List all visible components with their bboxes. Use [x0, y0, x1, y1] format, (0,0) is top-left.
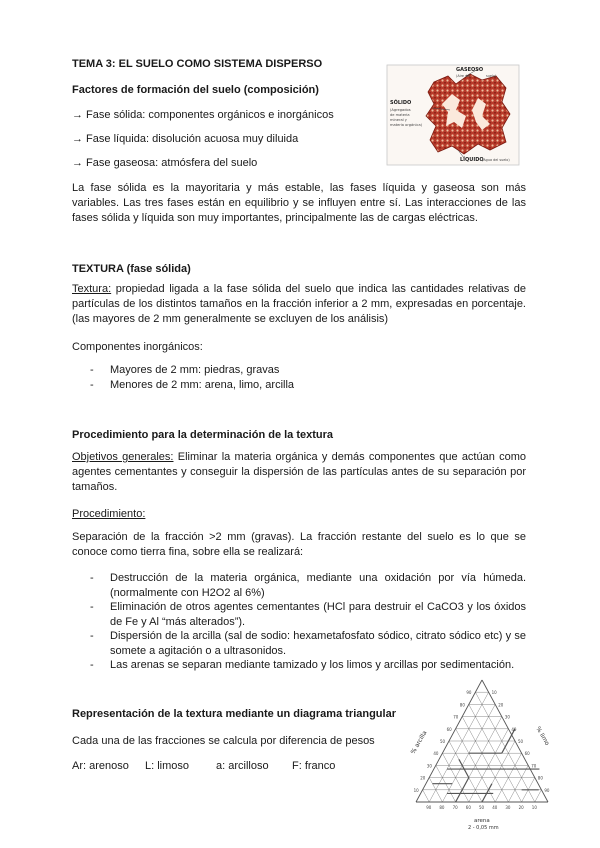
factors-heading: Factores de formación del suelo (composición) [72, 84, 319, 96]
tick-label-bottom: 50 [479, 805, 485, 810]
tick-label-left: 40 [433, 751, 439, 757]
objetivos-term: Objetivos generales: [72, 451, 174, 463]
tick-label-bottom: 10 [531, 805, 537, 810]
representacion-heading: Representación de la textura mediante un diagrama triangular [72, 708, 396, 720]
tick-label-left: 30 [426, 763, 432, 769]
tick-label-left: 90 [466, 690, 472, 696]
legend-limoso: L: limoso [145, 760, 190, 772]
tick-label-right: 30 [504, 714, 510, 720]
representacion-line: Cada una de las fracciones se calcula por diferencia de pesos [72, 735, 375, 747]
list-item: - Menores de 2 mm: arena, limo, arcilla [90, 378, 526, 393]
soil-phases-figure [386, 64, 520, 166]
tick-label-left: 70 [453, 714, 459, 720]
factor-item-gas: → Fase gaseosa: atmósfera del suelo [72, 157, 258, 169]
grid-line [535, 790, 542, 802]
label-solid-sub-3: materia orgánica) [390, 123, 423, 127]
tick-label-right: 60 [524, 751, 530, 757]
components-label: Componentes inorgánicos: [72, 341, 203, 353]
procedimiento-term: Procedimiento: [72, 508, 146, 520]
tick-label-right: 70 [531, 763, 537, 769]
procedimiento-text: Separación de la fracción >2 mm (gravas). La fracción restante del suelo es lo que se conoce como tierra fina, sobre ella se realizará: [72, 531, 526, 558]
factor-item-liquid: → Fase líquida: disolución acuosa muy diluida [72, 133, 299, 145]
grid-line [508, 765, 528, 802]
label-gas: GASEOSO [456, 67, 484, 73]
tick-label-right: 10 [491, 690, 497, 696]
tick-label-bottom: 30 [505, 805, 511, 810]
label-liquid: LÍQUIDO [460, 157, 484, 163]
components-list [90, 363, 526, 392]
axis-bottom-label: arena [474, 818, 490, 824]
label-solid-sub-0: (Agregados [390, 108, 411, 112]
factors-paragraph: La fase sólida es la mayoritaria y más estable, las fases líquida y gaseosa son más variables. Las tres fases están en equilibrio y se influyen entre sí. Las interacciones de las fases sólida y líquida son muy importantes, principalmente las de cargas eléctricas. [72, 182, 526, 224]
label-liquid-sub: (Agua del suelo) [482, 158, 510, 162]
tick-label-bottom: 60 [465, 805, 471, 810]
grid-line [462, 717, 508, 802]
tick-label-bottom: 70 [452, 805, 458, 810]
axis-left-label: % arcilla [409, 729, 429, 756]
factor-item-solid: → Fase sólida: componentes orgánicos e inorgánicos [72, 109, 334, 121]
tick-label-right: 90 [544, 787, 550, 793]
grid-line [423, 790, 430, 802]
axis-bottom-sub: 2 - 0,05 mm [468, 825, 499, 831]
procedimiento-heading: Procedimiento para la determinación de la textura [72, 429, 334, 441]
textura-heading: TEXTURA (fase sólida) [72, 263, 191, 275]
list-item: - Destrucción de la materia orgánica, mediante una oxidación por vía húmeda. (normalmente con H2O2 al 6%) [90, 571, 526, 600]
tick-label-right: 80 [537, 775, 543, 781]
textura-definition [72, 282, 526, 327]
label-solid-sub-1: de materia [390, 113, 410, 117]
tick-label-right: 50 [518, 739, 524, 744]
textura-definition-text: propiedad ligada a la fase sólida del suelo que indica las cantidades relativas de partículas de los distintos tamaños en la fracción inferior a 2 mm, expresadas en porcentaje. (las mayores de 2 mm generalmente se excluyen de los análisis) [72, 283, 526, 325]
tick-label-right: 20 [498, 702, 504, 708]
tick-label-left: 60 [446, 726, 452, 732]
grid-line [426, 692, 488, 802]
tick-label-left: 80 [459, 702, 465, 708]
axis-right-label: % limo [534, 725, 551, 747]
tick-label-left: 20 [420, 775, 426, 781]
list-item: - Las arenas se separan mediante tamizado y los limos y arcillas por sedimentación. [90, 658, 526, 673]
legend-arenoso: Ar: arenoso [72, 760, 129, 772]
objetivos-paragraph [72, 450, 526, 495]
tick-label-right: 40 [511, 726, 517, 732]
page-title: TEMA 3: EL SUELO COMO SISTEMA DISPERSO [72, 58, 323, 70]
tick-label-left: 10 [413, 787, 419, 793]
label-gas-sub-0: (Aire del [456, 74, 471, 78]
tick-label-bottom: 80 [439, 805, 445, 810]
textura-term: Textura: [72, 283, 112, 295]
legend-arcilloso: a: arcilloso [216, 760, 269, 772]
procedure-steps [90, 571, 526, 673]
list-item: - Mayores de 2 mm: piedras, gravas [90, 363, 526, 378]
legend-franco: F: franco [292, 760, 336, 772]
objetivos-text: Eliminar la materia orgánica y demás componentes que actúan como agentes cementantes y conseguir la dispersión de las partículas antes de su separación por tamaños. [72, 451, 526, 493]
tick-label-bottom: 40 [492, 805, 498, 810]
label-gas-sub-1: suelo) [486, 74, 497, 78]
tick-label-bottom: 90 [426, 805, 432, 810]
texture-triangle-figure [402, 672, 562, 832]
list-item: - Dispersión de la arcilla (sal de sodio: hexametafosfato sódico, citrato sódico etc) y se somete a agitación o a ultrasonidos. [90, 629, 526, 658]
label-solid-sub-2: mineral y [390, 118, 407, 122]
tick-label-bottom: 20 [518, 805, 524, 810]
list-item: - Eliminación de otros agentes cementantes (HCl para destruir el CaCO3 y los óxidos de Fe y Al “más alterados”). [90, 600, 526, 629]
tick-label-left: 50 [440, 739, 446, 744]
label-solid: SÓLIDO [390, 100, 412, 106]
